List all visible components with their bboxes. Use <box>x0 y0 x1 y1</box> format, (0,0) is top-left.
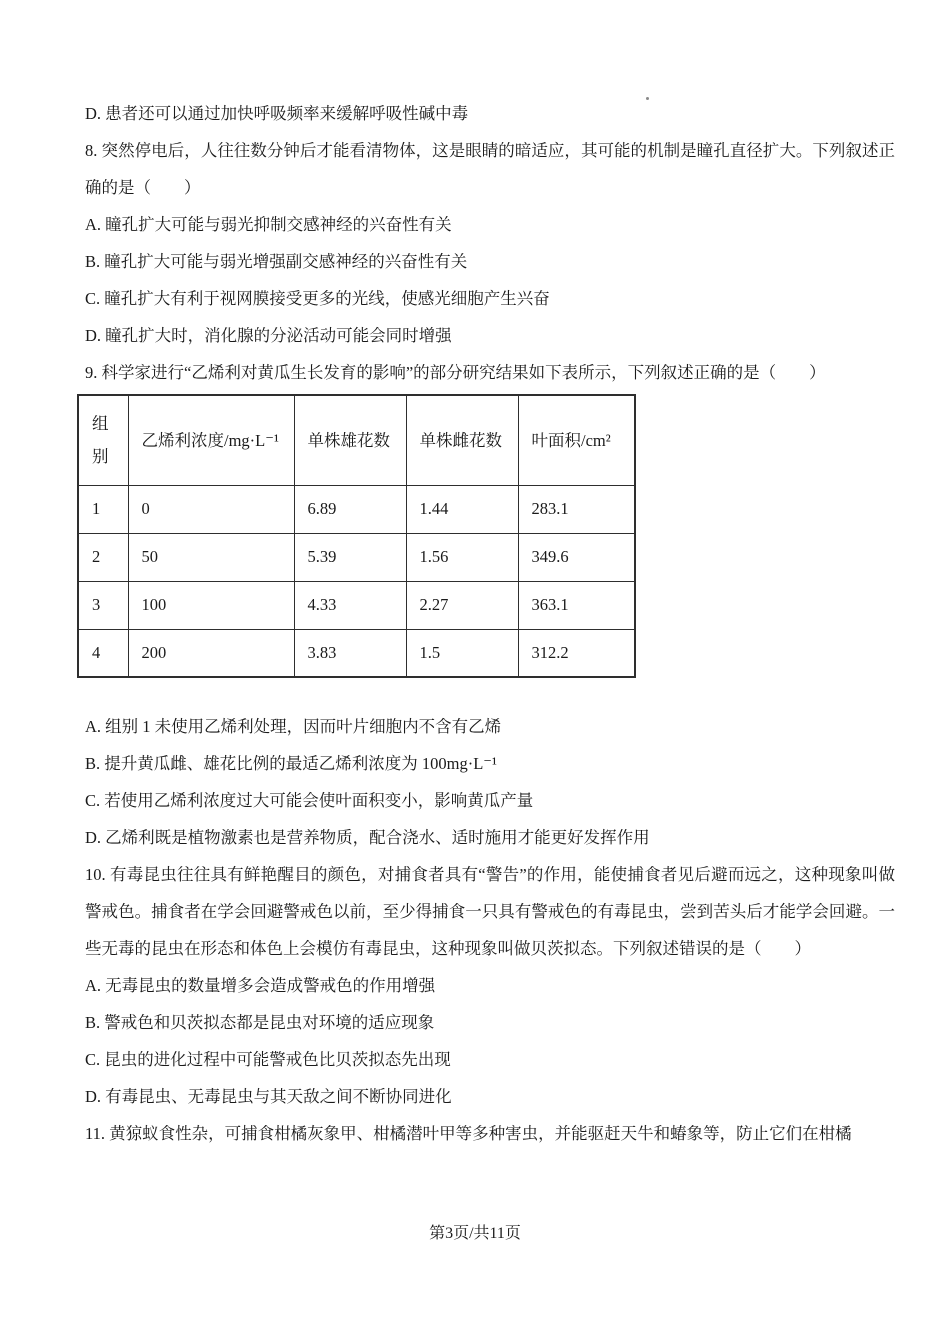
table-header-row <box>78 395 635 485</box>
table-row <box>78 629 635 677</box>
q8-option-d: D. 瞳孔扩大时，消化腺的分泌活动可能会同时增强 <box>85 326 452 345</box>
table-cell: 2 <box>78 533 128 581</box>
q7-option-d-line: D. 患者还可以通过加快呼吸频率来缓解呼吸性碱中毒 <box>85 104 469 123</box>
q10-option-b: B. 警戒色和贝茨拟态都是昆虫对环境的适应现象 <box>85 1013 435 1032</box>
q10-option-d: D. 有毒昆虫、无毒昆虫与其天敌之间不断协同进化 <box>85 1087 452 1106</box>
q8-stem: 8. 突然停电后，人往往数分钟后才能看清物体，这是眼睛的暗适应，其可能的机制是瞳孔直径扩大。下列叙述正确的是（ ） <box>85 141 895 197</box>
table-cell: 1.56 <box>406 533 518 581</box>
q9-data-table <box>77 394 636 678</box>
q9-option-b: B. 提升黄瓜雌、雄花比例的最适乙烯利浓度为 100mg·L⁻¹ <box>85 754 497 773</box>
table-cell: 200 <box>128 629 294 677</box>
table-cell: 5.39 <box>294 533 406 581</box>
table-row <box>78 533 635 581</box>
table-cell: 1.5 <box>406 629 518 677</box>
table-cell: 312.2 <box>518 629 635 677</box>
q9-option-d: D. 乙烯利既是植物激素也是营养物质，配合浇水、适时施用才能更好发挥作用 <box>85 828 650 847</box>
q9-option-c: C. 若使用乙烯利浓度过大可能会使叶面积变小，影响黄瓜产量 <box>85 791 534 810</box>
q8-option-a: A. 瞳孔扩大可能与弱光抑制交感神经的兴奋性有关 <box>85 215 452 234</box>
q9-option-a: A. 组别 1 未使用乙烯利处理，因而叶片细胞内不含有乙烯 <box>85 717 502 736</box>
table-cell: 3 <box>78 581 128 629</box>
table-cell: 0 <box>128 485 294 533</box>
table-cell: 50 <box>128 533 294 581</box>
table-cell: 1.44 <box>406 485 518 533</box>
table-cell: 100 <box>128 581 294 629</box>
table-cell: 3.83 <box>294 629 406 677</box>
table-cell: 1 <box>78 485 128 533</box>
q8-option-b: B. 瞳孔扩大可能与弱光增强副交感神经的兴奋性有关 <box>85 252 468 271</box>
table-row <box>78 485 635 533</box>
q10-option-c: C. 昆虫的进化过程中可能警戒色比贝茨拟态先出现 <box>85 1050 451 1069</box>
table-header-leaf-area: 叶面积/cm² <box>518 395 635 485</box>
table-cell: 363.1 <box>518 581 635 629</box>
table-header-female-flowers: 单株雌花数 <box>406 395 518 485</box>
page-footer: 第3页/共11页 <box>429 1225 521 1242</box>
q9-options-block <box>85 708 895 856</box>
page-content <box>85 95 895 1152</box>
table-header-male-flowers: 单株雄花数 <box>294 395 406 485</box>
q10-stem: 10. 有毒昆虫往往具有鲜艳醒目的颜色，对捕食者具有“警告”的作用，能使捕食者见后避而远之，这种现象叫做警戒色。捕食者在学会回避警戒色以前，至少得捕食一只具有警戒色的有毒昆虫，尝到苦头后才能学会回避。一些无毒的昆虫在形态和体色上会模仿有毒昆虫，这种现象叫做贝茨拟态。下列叙述错误的是（ ） <box>85 865 895 958</box>
table-header-concentration: 乙烯利浓度/mg·L⁻¹ <box>128 395 294 485</box>
q11-stem: 11. 黄猄蚁食性杂，可捕食柑橘灰象甲、柑橘潜叶甲等多种害虫，并能驱赶天牛和蝽象等，防止它们在柑橘 <box>85 1124 852 1143</box>
table-cell: 4 <box>78 629 128 677</box>
table-cell: 6.89 <box>294 485 406 533</box>
table-cell: 283.1 <box>518 485 635 533</box>
q10-option-a: A. 无毒昆虫的数量增多会造成警戒色的作用增强 <box>85 976 436 995</box>
table-cell: 349.6 <box>518 533 635 581</box>
table-row <box>78 581 635 629</box>
table-header-group: 组别 <box>78 395 128 485</box>
table-cell: 2.27 <box>406 581 518 629</box>
q8-option-c: C. 瞳孔扩大有利于视网膜接受更多的光线，使感光细胞产生兴奋 <box>85 289 550 308</box>
q9-stem: 9. 科学家进行“乙烯利对黄瓜生长发育的影响”的部分研究结果如下表所示，下列叙述正确的是（ ） <box>85 363 826 382</box>
table-cell: 4.33 <box>294 581 406 629</box>
